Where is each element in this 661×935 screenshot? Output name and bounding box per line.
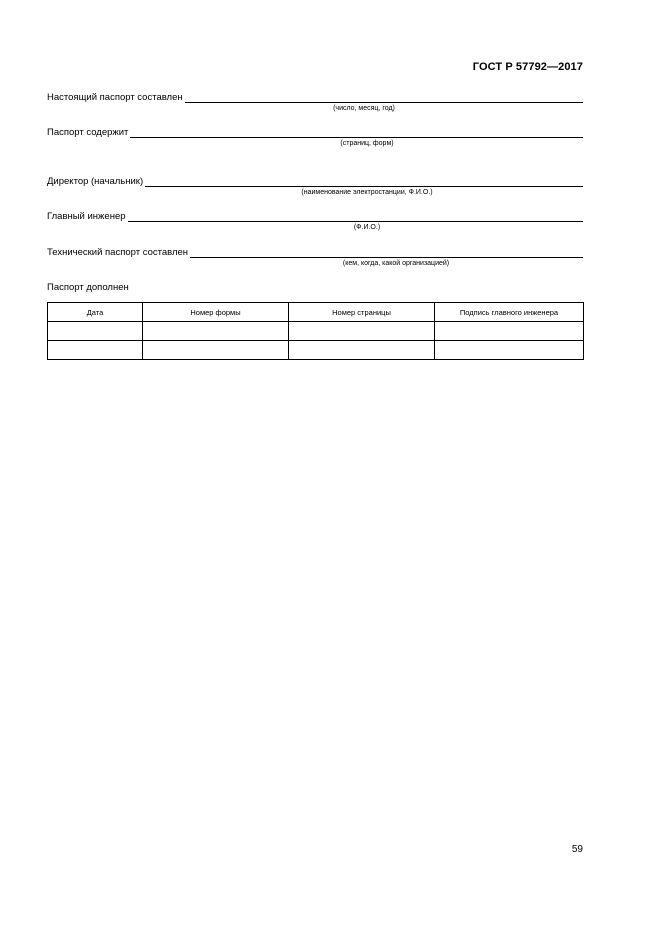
field-label: Главный инженер [47, 211, 126, 222]
field-hint: (наименование электростанции, Ф.И.О.) [301, 189, 433, 196]
table-cell[interactable] [435, 341, 584, 360]
table-cell[interactable] [143, 341, 289, 360]
fill-line[interactable] [185, 92, 583, 103]
field-chief-engineer [47, 211, 583, 222]
fill-line[interactable] [128, 211, 583, 222]
field-label: Настоящий паспорт составлен [47, 92, 183, 103]
table-header-row [48, 303, 584, 322]
field-director [47, 176, 583, 187]
table-cell[interactable] [48, 341, 143, 360]
document-code: ГОСТ Р 57792—2017 [472, 61, 583, 73]
table-row [48, 341, 584, 360]
table-cell[interactable] [48, 322, 143, 341]
field-hint: (страниц, форм) [340, 140, 394, 147]
field-hint: (число, месяц, год) [333, 105, 395, 112]
field-label: Технический паспорт составлен [47, 247, 189, 258]
table-row [48, 322, 584, 341]
fill-line[interactable] [130, 127, 583, 138]
field-page-count [47, 127, 583, 138]
page-number: 59 [571, 844, 583, 855]
column-header-signature: Подпись главного инженера [435, 303, 584, 322]
column-header-page-number: Номер страницы [289, 303, 435, 322]
supplements-table [47, 302, 584, 360]
field-label: Директор (начальник) [47, 176, 144, 187]
field-label: Паспорт содержит [47, 127, 129, 138]
fill-line[interactable] [145, 176, 583, 187]
table-cell[interactable] [143, 322, 289, 341]
table-cell[interactable] [435, 322, 584, 341]
table-cell[interactable] [289, 322, 435, 341]
field-hint: (кем, когда, какой организацией) [342, 260, 450, 267]
supplements-title: Паспорт дополнен [47, 282, 129, 293]
column-header-date: Дата [48, 303, 143, 322]
field-technical-passport [47, 247, 583, 258]
column-header-form-number: Номер формы [143, 303, 289, 322]
field-compiled-date [47, 92, 583, 103]
table-cell[interactable] [289, 341, 435, 360]
fill-line[interactable] [190, 247, 583, 258]
field-hint: (Ф.И.О.) [353, 224, 381, 231]
